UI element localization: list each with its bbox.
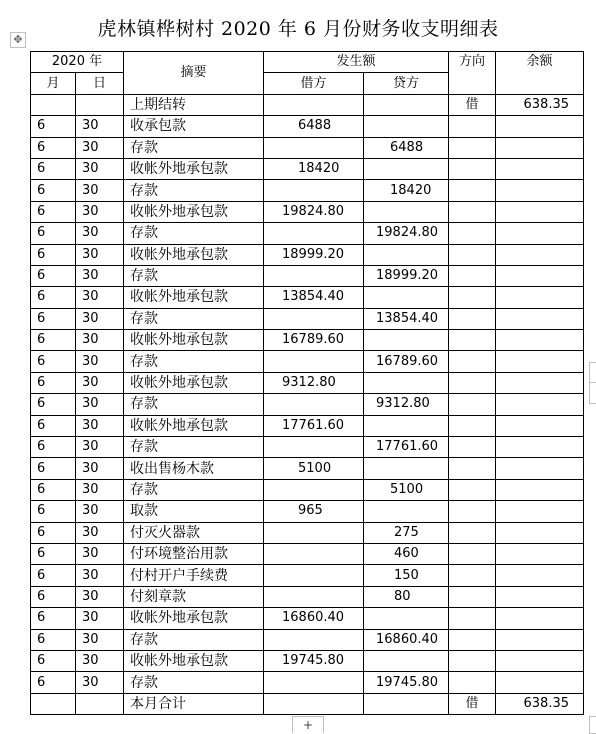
- balance-cell: [496, 116, 584, 137]
- summary-cell: 付刻章款: [124, 586, 264, 607]
- direction-cell: [449, 608, 496, 629]
- credit-cell: 19824.80: [364, 223, 449, 244]
- debit-cell: 16860.40: [264, 608, 364, 629]
- credit-cell: [364, 608, 449, 629]
- direction-cell: [449, 672, 496, 693]
- debit-cell: 965: [264, 501, 364, 522]
- ledger-row: [31, 180, 584, 201]
- header-credit: 贷方: [364, 73, 449, 94]
- direction-cell: [449, 543, 496, 564]
- add-row-button[interactable]: +: [292, 716, 324, 733]
- credit-cell: 6488: [364, 137, 449, 158]
- ledger-row: [31, 586, 584, 607]
- day-cell: 30: [76, 330, 124, 351]
- balance-cell: [496, 372, 584, 393]
- ledger-row: [31, 287, 584, 308]
- credit-cell: 80: [364, 586, 449, 607]
- debit-cell: [264, 265, 364, 286]
- ledger-row: [31, 158, 584, 179]
- ledger-row: [31, 565, 584, 586]
- balance-cell: [496, 479, 584, 500]
- table-move-handle-icon[interactable]: ✥: [10, 32, 26, 48]
- balance-cell: [496, 351, 584, 372]
- summary-cell: 存款: [124, 394, 264, 415]
- debit-cell: 9312.80: [264, 372, 364, 393]
- closing-balance: 638.35: [496, 693, 584, 714]
- debit-cell: [264, 180, 364, 201]
- debit-cell: 5100: [264, 458, 364, 479]
- debit-cell: 16789.60: [264, 330, 364, 351]
- row-resize-marker[interactable]: [589, 382, 596, 404]
- month-cell: 6: [31, 672, 76, 693]
- direction-cell: [449, 586, 496, 607]
- month-cell: 6: [31, 137, 76, 158]
- debit-cell: [264, 672, 364, 693]
- day-cell: 30: [76, 437, 124, 458]
- balance-cell: [496, 501, 584, 522]
- ledger-row: [31, 394, 584, 415]
- summary-cell: 收帐外地承包款: [124, 201, 264, 222]
- ledger-row: [31, 458, 584, 479]
- debit-cell: [264, 522, 364, 543]
- ledger-row: [31, 672, 584, 693]
- header-day: 日: [76, 73, 124, 94]
- direction-cell: [449, 265, 496, 286]
- credit-cell: [364, 501, 449, 522]
- direction-cell: [449, 501, 496, 522]
- balance-cell: [496, 201, 584, 222]
- opening-row: [31, 94, 584, 115]
- direction-cell: [449, 565, 496, 586]
- summary-cell: 存款: [124, 308, 264, 329]
- credit-cell: 16789.60: [364, 351, 449, 372]
- debit-cell: 17761.60: [264, 415, 364, 436]
- day-cell: 30: [76, 501, 124, 522]
- debit-cell: 18999.20: [264, 244, 364, 265]
- credit-cell: 9312.80: [364, 394, 449, 415]
- ledger-row: [31, 650, 584, 671]
- debit-cell: [264, 586, 364, 607]
- month-cell: 6: [31, 650, 76, 671]
- direction-cell: [449, 522, 496, 543]
- opening-debit: [264, 94, 364, 115]
- document-title: 虎林镇桦树村 2020 年 6 月份财务收支明细表: [97, 18, 499, 40]
- credit-cell: 19745.80: [364, 672, 449, 693]
- ledger-row: [31, 479, 584, 500]
- day-cell: 30: [76, 608, 124, 629]
- month-cell: 6: [31, 158, 76, 179]
- credit-cell: 5100: [364, 479, 449, 500]
- balance-cell: [496, 158, 584, 179]
- summary-cell: 收帐外地承包款: [124, 650, 264, 671]
- balance-cell: [496, 437, 584, 458]
- header-balance: 余额: [496, 52, 584, 95]
- month-cell: 6: [31, 501, 76, 522]
- summary-cell: 收帐外地承包款: [124, 372, 264, 393]
- summary-cell: 存款: [124, 351, 264, 372]
- day-cell: 30: [76, 394, 124, 415]
- month-cell: 6: [31, 372, 76, 393]
- ledger-row: [31, 351, 584, 372]
- day-cell: 30: [76, 244, 124, 265]
- day-cell: 30: [76, 116, 124, 137]
- debit-cell: 19745.80: [264, 650, 364, 671]
- opening-month: [31, 94, 76, 115]
- summary-cell: 存款: [124, 265, 264, 286]
- month-cell: 6: [31, 330, 76, 351]
- ledger-row: [31, 522, 584, 543]
- credit-cell: [364, 201, 449, 222]
- credit-cell: 17761.60: [364, 437, 449, 458]
- header-direction: 方向: [449, 52, 496, 95]
- balance-cell: [496, 672, 584, 693]
- month-cell: 6: [31, 479, 76, 500]
- month-cell: 6: [31, 394, 76, 415]
- month-cell: 6: [31, 223, 76, 244]
- summary-cell: 存款: [124, 180, 264, 201]
- debit-cell: 18420: [264, 158, 364, 179]
- month-cell: 6: [31, 608, 76, 629]
- credit-cell: [364, 287, 449, 308]
- direction-cell: [449, 116, 496, 137]
- direction-cell: [449, 180, 496, 201]
- header-debit: 借方: [264, 73, 364, 94]
- month-cell: 6: [31, 522, 76, 543]
- direction-cell: [449, 629, 496, 650]
- month-cell: 6: [31, 458, 76, 479]
- credit-cell: 16860.40: [364, 629, 449, 650]
- ledger-row: [31, 116, 584, 137]
- ledger-row: [31, 137, 584, 158]
- ledger-body: [31, 52, 584, 715]
- summary-cell: 存款: [124, 437, 264, 458]
- month-cell: 6: [31, 437, 76, 458]
- debit-cell: 13854.40: [264, 287, 364, 308]
- ledger-row: [31, 415, 584, 436]
- opening-credit: [364, 94, 449, 115]
- balance-cell: [496, 650, 584, 671]
- direction-cell: [449, 287, 496, 308]
- day-cell: 30: [76, 265, 124, 286]
- debit-cell: [264, 629, 364, 650]
- debit-cell: 19824.80: [264, 201, 364, 222]
- day-cell: 30: [76, 351, 124, 372]
- balance-cell: [496, 287, 584, 308]
- direction-cell: [449, 137, 496, 158]
- credit-cell: [364, 458, 449, 479]
- month-cell: 6: [31, 543, 76, 564]
- balance-cell: [496, 244, 584, 265]
- day-cell: 30: [76, 415, 124, 436]
- direction-cell: [449, 458, 496, 479]
- ledger-row: [31, 244, 584, 265]
- credit-cell: [364, 372, 449, 393]
- ledger-table: [30, 51, 584, 715]
- summary-cell: 收帐外地承包款: [124, 287, 264, 308]
- ledger-row: [31, 629, 584, 650]
- header-row-1: [31, 52, 584, 73]
- day-cell: 30: [76, 586, 124, 607]
- balance-cell: [496, 458, 584, 479]
- balance-cell: [496, 308, 584, 329]
- day-cell: 30: [76, 158, 124, 179]
- direction-cell: [449, 244, 496, 265]
- day-cell: 30: [76, 287, 124, 308]
- balance-cell: [496, 565, 584, 586]
- ledger-row: [31, 330, 584, 351]
- opening-direction: 借: [449, 94, 496, 115]
- header-amount: 发生额: [264, 52, 449, 73]
- summary-cell: 存款: [124, 629, 264, 650]
- closing-summary: 本月合计: [124, 693, 264, 714]
- summary-cell: 付村开户手续费: [124, 565, 264, 586]
- summary-cell: 存款: [124, 137, 264, 158]
- debit-cell: [264, 308, 364, 329]
- debit-cell: [264, 543, 364, 564]
- closing-credit: [364, 693, 449, 714]
- balance-cell: [496, 265, 584, 286]
- credit-cell: 18420: [364, 180, 449, 201]
- summary-cell: 存款: [124, 479, 264, 500]
- month-cell: 6: [31, 116, 76, 137]
- credit-cell: 18999.20: [364, 265, 449, 286]
- balance-cell: [496, 543, 584, 564]
- closing-month: [31, 693, 76, 714]
- ledger-row: [31, 501, 584, 522]
- summary-cell: 收帐外地承包款: [124, 608, 264, 629]
- direction-cell: [449, 372, 496, 393]
- summary-cell: 收帐外地承包款: [124, 415, 264, 436]
- closing-row: [31, 693, 584, 714]
- summary-cell: 付灭火器款: [124, 522, 264, 543]
- debit-cell: 6488: [264, 116, 364, 137]
- closing-direction: 借: [449, 693, 496, 714]
- month-cell: 6: [31, 201, 76, 222]
- summary-cell: 收帐外地承包款: [124, 244, 264, 265]
- ledger-row: [31, 223, 584, 244]
- month-cell: 6: [31, 586, 76, 607]
- credit-cell: 460: [364, 543, 449, 564]
- credit-cell: 275: [364, 522, 449, 543]
- ledger-row: [31, 437, 584, 458]
- month-cell: 6: [31, 180, 76, 201]
- row-resize-marker[interactable]: [589, 716, 596, 734]
- direction-cell: [449, 201, 496, 222]
- month-cell: 6: [31, 287, 76, 308]
- summary-cell: 存款: [124, 672, 264, 693]
- credit-cell: [364, 116, 449, 137]
- credit-cell: 13854.40: [364, 308, 449, 329]
- summary-cell: 收帐外地承包款: [124, 330, 264, 351]
- day-cell: 30: [76, 223, 124, 244]
- day-cell: 30: [76, 543, 124, 564]
- day-cell: 30: [76, 650, 124, 671]
- month-cell: 6: [31, 565, 76, 586]
- opening-day: [76, 94, 124, 115]
- day-cell: 30: [76, 180, 124, 201]
- ledger-row: [31, 265, 584, 286]
- opening-summary: 上期结转: [124, 94, 264, 115]
- debit-cell: [264, 223, 364, 244]
- day-cell: 30: [76, 458, 124, 479]
- ledger-row: [31, 308, 584, 329]
- balance-cell: [496, 137, 584, 158]
- balance-cell: [496, 223, 584, 244]
- month-cell: 6: [31, 629, 76, 650]
- balance-cell: [496, 522, 584, 543]
- day-cell: 30: [76, 372, 124, 393]
- summary-cell: 存款: [124, 223, 264, 244]
- header-year: 2020 年: [31, 52, 124, 73]
- summary-cell: 收帐外地承包款: [124, 158, 264, 179]
- month-cell: 6: [31, 265, 76, 286]
- balance-cell: [496, 330, 584, 351]
- balance-cell: [496, 586, 584, 607]
- month-cell: 6: [31, 244, 76, 265]
- credit-cell: [364, 415, 449, 436]
- balance-cell: [496, 394, 584, 415]
- balance-cell: [496, 608, 584, 629]
- debit-cell: [264, 137, 364, 158]
- direction-cell: [449, 223, 496, 244]
- credit-cell: [364, 244, 449, 265]
- direction-cell: [449, 351, 496, 372]
- ledger-row: [31, 543, 584, 564]
- closing-debit: [264, 693, 364, 714]
- summary-cell: 取款: [124, 501, 264, 522]
- month-cell: 6: [31, 415, 76, 436]
- header-month: 月: [31, 73, 76, 94]
- debit-cell: [264, 437, 364, 458]
- debit-cell: [264, 565, 364, 586]
- opening-balance: 638.35: [496, 94, 584, 115]
- balance-cell: [496, 180, 584, 201]
- credit-cell: [364, 650, 449, 671]
- row-resize-marker[interactable]: [589, 362, 596, 384]
- day-cell: 30: [76, 522, 124, 543]
- ledger-row: [31, 372, 584, 393]
- day-cell: 30: [76, 672, 124, 693]
- direction-cell: [449, 394, 496, 415]
- month-cell: 6: [31, 308, 76, 329]
- summary-cell: 收承包款: [124, 116, 264, 137]
- day-cell: 30: [76, 308, 124, 329]
- direction-cell: [449, 479, 496, 500]
- ledger-row: [31, 201, 584, 222]
- header-summary: 摘要: [124, 52, 264, 95]
- direction-cell: [449, 330, 496, 351]
- balance-cell: [496, 629, 584, 650]
- summary-cell: 付环境整治用款: [124, 543, 264, 564]
- closing-day: [76, 693, 124, 714]
- day-cell: 30: [76, 479, 124, 500]
- credit-cell: [364, 158, 449, 179]
- direction-cell: [449, 158, 496, 179]
- day-cell: 30: [76, 201, 124, 222]
- direction-cell: [449, 308, 496, 329]
- direction-cell: [449, 437, 496, 458]
- credit-cell: 150: [364, 565, 449, 586]
- day-cell: 30: [76, 565, 124, 586]
- summary-cell: 收出售杨木款: [124, 458, 264, 479]
- direction-cell: [449, 415, 496, 436]
- debit-cell: [264, 394, 364, 415]
- credit-cell: [364, 330, 449, 351]
- month-cell: 6: [31, 351, 76, 372]
- debit-cell: [264, 351, 364, 372]
- day-cell: 30: [76, 629, 124, 650]
- ledger-row: [31, 608, 584, 629]
- direction-cell: [449, 650, 496, 671]
- debit-cell: [264, 479, 364, 500]
- balance-cell: [496, 415, 584, 436]
- day-cell: 30: [76, 137, 124, 158]
